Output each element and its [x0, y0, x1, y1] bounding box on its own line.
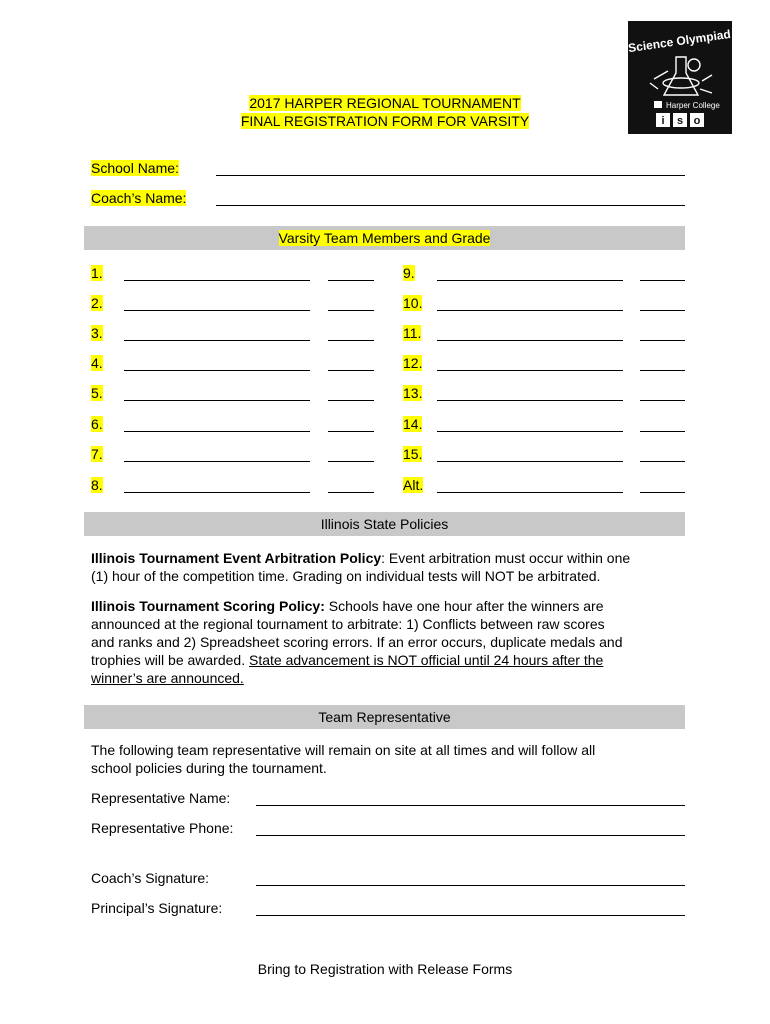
coach-name-field[interactable]	[216, 205, 685, 206]
coach-signature-field[interactable]	[256, 885, 685, 886]
member-grade-field[interactable]	[328, 492, 374, 493]
representative-heading: Team Representative	[84, 705, 685, 729]
representative-name-label: Representative Name:	[91, 790, 231, 806]
policies-heading: Illinois State Policies	[84, 512, 685, 536]
member-grade-field[interactable]	[328, 431, 374, 432]
member-grade-field[interactable]	[328, 340, 374, 341]
member-name-field[interactable]	[124, 431, 310, 432]
logo-name-text: Science Olympiad	[628, 26, 732, 56]
footer-note: Bring to Registration with Release Forms	[257, 961, 513, 977]
team-members-heading: Varsity Team Members and Grade	[84, 226, 685, 250]
member-number: 1.	[91, 265, 103, 281]
member-number: 4.	[91, 355, 103, 371]
title-line-1: 2017 HARPER REGIONAL TOURNAMENT	[249, 95, 521, 111]
member-name-field[interactable]	[437, 461, 623, 462]
member-name-field[interactable]	[437, 340, 623, 341]
member-number: 8.	[91, 477, 103, 493]
member-number: 10.	[403, 295, 423, 311]
member-grade-field[interactable]	[640, 340, 685, 341]
logo-letter-s: s	[676, 115, 684, 127]
member-number: Alt.	[403, 477, 424, 493]
scoring-policy: Illinois Tournament Scoring Policy: Schools have one hour after the winners are announced at the regional tournament to arbitrate: 1) Conflicts between raw scores and ranks and 2) Spreadsheet scoring errors. If an error occurs, duplicate medals and trophies will be awarded. State advancement is NOT official until 24 hours after the winner’s are announced.	[91, 598, 623, 686]
science-olympiad-logo	[628, 21, 732, 134]
member-grade-field[interactable]	[640, 492, 685, 493]
member-number: 13.	[403, 385, 423, 401]
member-number: 9.	[403, 265, 415, 281]
member-number: 6.	[91, 416, 103, 432]
member-grade-field[interactable]	[328, 461, 374, 462]
member-number: 15.	[403, 446, 423, 462]
logo-org-text: Harper College	[666, 101, 720, 110]
member-name-field[interactable]	[437, 280, 623, 281]
member-number: 12.	[403, 355, 423, 371]
member-grade-field[interactable]	[328, 280, 374, 281]
member-name-field[interactable]	[437, 431, 623, 432]
representative-text: The following team representative will remain on site at all times and will follow all school policies during the tournament.	[91, 742, 596, 776]
logo-letter-i: i	[661, 115, 665, 127]
member-name-field[interactable]	[124, 461, 310, 462]
logo-graphic	[628, 21, 732, 134]
member-grade-field[interactable]	[640, 280, 685, 281]
member-grade-field[interactable]	[328, 370, 374, 371]
member-name-field[interactable]	[124, 310, 310, 311]
member-name-field[interactable]	[124, 400, 310, 401]
member-grade-field[interactable]	[640, 461, 685, 462]
school-name-label: School Name:	[91, 160, 179, 176]
member-number: 14.	[403, 416, 423, 432]
member-number: 11.	[403, 325, 422, 341]
member-number: 5.	[91, 385, 103, 401]
title-line-2: FINAL REGISTRATION FORM FOR VARSITY	[240, 113, 530, 129]
representative-name-field[interactable]	[256, 805, 685, 806]
member-name-field[interactable]	[124, 280, 310, 281]
principal-signature-label: Principal’s Signature:	[91, 900, 223, 916]
member-name-field[interactable]	[437, 400, 623, 401]
member-number: 3.	[91, 325, 103, 341]
member-grade-field[interactable]	[328, 400, 374, 401]
member-grade-field[interactable]	[640, 400, 685, 401]
principal-signature-field[interactable]	[256, 915, 685, 916]
arbitration-policy: Illinois Tournament Event Arbitration Policy: Event arbitration must occur within one (1) hour of the competition time. Grading on individual tests will NOT be arbitrated.	[91, 550, 631, 584]
logo-letter-o: o	[693, 115, 701, 127]
scoring-policy-title: Illinois Tournament Scoring Policy:	[91, 598, 325, 614]
member-grade-field[interactable]	[640, 431, 685, 432]
coach-name-label: Coach’s Name:	[91, 190, 187, 206]
member-grade-field[interactable]	[640, 370, 685, 371]
member-grade-field[interactable]	[328, 310, 374, 311]
member-name-field[interactable]	[124, 340, 310, 341]
school-name-field[interactable]	[216, 175, 685, 176]
representative-phone-label: Representative Phone:	[91, 820, 234, 836]
member-name-field[interactable]	[124, 492, 310, 493]
representative-phone-field[interactable]	[256, 835, 685, 836]
member-grade-field[interactable]	[640, 310, 685, 311]
coach-signature-label: Coach’s Signature:	[91, 870, 210, 886]
arbitration-policy-title: Illinois Tournament Event Arbitration Policy	[91, 550, 382, 566]
member-name-field[interactable]	[437, 370, 623, 371]
member-name-field[interactable]	[437, 492, 623, 493]
member-name-field[interactable]	[437, 310, 623, 311]
member-number: 7.	[91, 446, 103, 462]
member-number: 2.	[91, 295, 103, 311]
member-name-field[interactable]	[124, 370, 310, 371]
